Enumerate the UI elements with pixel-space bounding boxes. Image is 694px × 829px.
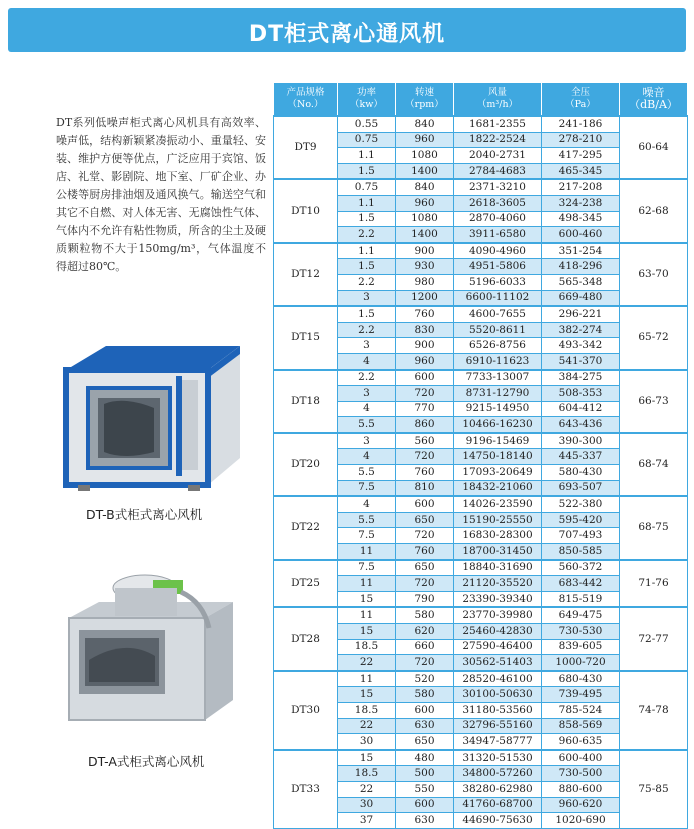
- power-cell: 3: [338, 433, 396, 449]
- speed-cell: 1080: [396, 148, 454, 164]
- power-cell: 3: [338, 290, 396, 306]
- header-speed: 转速 （rpm）: [396, 83, 454, 117]
- pressure-cell: 384-275: [542, 370, 620, 386]
- airflow-cell: 2784-4683: [454, 163, 542, 179]
- table-row: [274, 433, 688, 449]
- pressure-cell: 493-342: [542, 338, 620, 354]
- header-pressure: 全压 （Pa）: [542, 83, 620, 117]
- airflow-cell: 18432-21060: [454, 480, 542, 496]
- power-cell: 5.5: [338, 465, 396, 481]
- pressure-cell: 649-475: [542, 607, 620, 623]
- table-row: [274, 607, 688, 623]
- pressure-cell: 498-345: [542, 211, 620, 227]
- pressure-cell: 508-353: [542, 386, 620, 402]
- power-cell: 30: [338, 797, 396, 813]
- speed-cell: 1400: [396, 163, 454, 179]
- speed-cell: 550: [396, 781, 454, 797]
- power-cell: 15: [338, 750, 396, 766]
- airflow-cell: 31180-53560: [454, 702, 542, 718]
- model-cell: DT33: [274, 750, 338, 828]
- table-row: [274, 750, 688, 766]
- header-power: 功率 （kw）: [338, 83, 396, 117]
- spec-body: [274, 116, 688, 828]
- airflow-cell: 9196-15469: [454, 433, 542, 449]
- airflow-cell: 38280-62980: [454, 781, 542, 797]
- page-title: DT柜式离心通风机: [248, 22, 446, 47]
- power-cell: 2.2: [338, 274, 396, 290]
- power-cell: 1.1: [338, 195, 396, 211]
- pressure-cell: 296-221: [542, 306, 620, 322]
- airflow-cell: 28520-46100: [454, 671, 542, 687]
- power-cell: 0.75: [338, 179, 396, 195]
- pressure-cell: 445-337: [542, 449, 620, 465]
- power-cell: 7.5: [338, 560, 396, 576]
- speed-cell: 770: [396, 401, 454, 417]
- table-row: [274, 243, 688, 259]
- model-cell: DT10: [274, 179, 338, 242]
- noise-cell: 68-75: [620, 496, 688, 559]
- pressure-cell: 730-530: [542, 624, 620, 640]
- power-cell: 2.2: [338, 227, 396, 243]
- model-cell: DT22: [274, 496, 338, 559]
- airflow-cell: 8731-12790: [454, 386, 542, 402]
- airflow-cell: 23390-39340: [454, 591, 542, 607]
- model-cell: DT9: [274, 116, 338, 179]
- airflow-cell: 44690-75630: [454, 813, 542, 829]
- speed-cell: 860: [396, 417, 454, 433]
- power-cell: 18.5: [338, 639, 396, 655]
- airflow-cell: 14750-18140: [454, 449, 542, 465]
- noise-cell: 71-76: [620, 560, 688, 608]
- pressure-cell: 595-420: [542, 512, 620, 528]
- airflow-cell: 5196-6033: [454, 274, 542, 290]
- airflow-cell: 2040-2731: [454, 148, 542, 164]
- airflow-cell: 18700-31450: [454, 544, 542, 560]
- pressure-cell: 241-186: [542, 116, 620, 132]
- pressure-cell: 707-493: [542, 528, 620, 544]
- pressure-cell: 418-296: [542, 259, 620, 275]
- pressure-cell: 850-585: [542, 544, 620, 560]
- product-description: DT系列低噪声柜式离心风机具有高效率、噪声低，结构新颖紧凑振动小、重量轻、安装、维护方便等优点，广泛应用于宾馆、饭店、礼堂、影剧院、地下室、厂矿企业、办公楼等厨房排油烟及通风换气。输送空气和其它不自燃、对人体无害、无腐蚀性气体、气体内不允许有粘性物质，所含的尘土及硬质颗粒物不大于150mg/m³，气体温度不得超过80℃。: [56, 116, 266, 273]
- airflow-cell: 14026-23590: [454, 496, 542, 512]
- table-row: [274, 179, 688, 195]
- airflow-cell: 3911-6580: [454, 227, 542, 243]
- pressure-cell: 839-605: [542, 639, 620, 655]
- airflow-cell: 5520-8611: [454, 322, 542, 338]
- power-cell: 11: [338, 607, 396, 623]
- power-cell: 5.5: [338, 417, 396, 433]
- speed-cell: 560: [396, 433, 454, 449]
- speed-cell: 620: [396, 624, 454, 640]
- speed-cell: 960: [396, 132, 454, 148]
- caption-dt-b: DT-B式柜式离心风机: [86, 507, 203, 522]
- table-row: [274, 560, 688, 576]
- speed-cell: 960: [396, 195, 454, 211]
- table-row: [274, 116, 688, 132]
- speed-cell: 480: [396, 750, 454, 766]
- speed-cell: 840: [396, 116, 454, 132]
- noise-cell: 65-72: [620, 306, 688, 369]
- pressure-cell: 669-480: [542, 290, 620, 306]
- speed-cell: 900: [396, 338, 454, 354]
- power-cell: 4: [338, 449, 396, 465]
- header-noise: 噪音 （dB/A）: [620, 83, 688, 117]
- speed-cell: 1080: [396, 211, 454, 227]
- power-cell: 4: [338, 401, 396, 417]
- power-cell: 15: [338, 624, 396, 640]
- speed-cell: 720: [396, 528, 454, 544]
- noise-cell: 72-77: [620, 607, 688, 670]
- pressure-cell: 465-345: [542, 163, 620, 179]
- pressure-cell: 600-400: [542, 750, 620, 766]
- power-cell: 15: [338, 591, 396, 607]
- model-cell: DT28: [274, 607, 338, 670]
- speed-cell: 630: [396, 718, 454, 734]
- airflow-cell: 7733-13007: [454, 370, 542, 386]
- model-cell: DT30: [274, 671, 338, 750]
- spec-table: [273, 82, 688, 829]
- model-cell: DT15: [274, 306, 338, 369]
- pressure-cell: 600-460: [542, 227, 620, 243]
- noise-cell: 68-74: [620, 433, 688, 496]
- pressure-cell: 815-519: [542, 591, 620, 607]
- power-cell: 22: [338, 718, 396, 734]
- speed-cell: 650: [396, 560, 454, 576]
- model-cell: DT12: [274, 243, 338, 306]
- airflow-cell: 4600-7655: [454, 306, 542, 322]
- pressure-cell: 217-208: [542, 179, 620, 195]
- model-cell: DT25: [274, 560, 338, 608]
- power-cell: 4: [338, 496, 396, 512]
- speed-cell: 980: [396, 274, 454, 290]
- table-row: [274, 671, 688, 687]
- airflow-cell: 34947-58777: [454, 734, 542, 750]
- model-cell: DT20: [274, 433, 338, 496]
- airflow-cell: 1822-2524: [454, 132, 542, 148]
- power-cell: 1.5: [338, 211, 396, 227]
- noise-cell: 62-68: [620, 179, 688, 242]
- speed-cell: 830: [396, 322, 454, 338]
- power-cell: 37: [338, 813, 396, 829]
- noise-cell: 75-85: [620, 750, 688, 828]
- power-cell: 1.5: [338, 259, 396, 275]
- power-cell: 11: [338, 544, 396, 560]
- speed-cell: 580: [396, 687, 454, 703]
- pressure-cell: 560-372: [542, 560, 620, 576]
- airflow-cell: 1681-2355: [454, 116, 542, 132]
- caption-dt-a: DT-A式柜式离心风机: [88, 754, 205, 769]
- airflow-cell: 9215-14950: [454, 401, 542, 417]
- power-cell: 22: [338, 655, 396, 671]
- airflow-cell: 34800-57260: [454, 766, 542, 782]
- pressure-cell: 324-238: [542, 195, 620, 211]
- airflow-cell: 32796-55160: [454, 718, 542, 734]
- airflow-cell: 30562-51403: [454, 655, 542, 671]
- speed-cell: 600: [396, 702, 454, 718]
- pressure-cell: 417-295: [542, 148, 620, 164]
- speed-cell: 520: [396, 671, 454, 687]
- pressure-cell: 960-635: [542, 734, 620, 750]
- pressure-cell: 693-507: [542, 480, 620, 496]
- airflow-cell: 6910-11623: [454, 353, 542, 369]
- speed-cell: 600: [396, 797, 454, 813]
- pressure-cell: 730-500: [542, 766, 620, 782]
- speed-cell: 720: [396, 386, 454, 402]
- noise-cell: 63-70: [620, 243, 688, 306]
- speed-cell: 720: [396, 576, 454, 592]
- pressure-cell: 858-569: [542, 718, 620, 734]
- pressure-cell: 278-210: [542, 132, 620, 148]
- pressure-cell: 580-430: [542, 465, 620, 481]
- speed-cell: 790: [396, 591, 454, 607]
- airflow-cell: 16830-28300: [454, 528, 542, 544]
- power-cell: 18.5: [338, 766, 396, 782]
- power-cell: 4: [338, 353, 396, 369]
- airflow-cell: 10466-16230: [454, 417, 542, 433]
- pressure-cell: 604-412: [542, 401, 620, 417]
- power-cell: 11: [338, 576, 396, 592]
- speed-cell: 720: [396, 449, 454, 465]
- noise-cell: 66-73: [620, 370, 688, 433]
- airflow-cell: 15190-25550: [454, 512, 542, 528]
- airflow-cell: 2371-3210: [454, 179, 542, 195]
- airflow-cell: 18840-31690: [454, 560, 542, 576]
- power-cell: 0.55: [338, 116, 396, 132]
- pressure-cell: 1000-720: [542, 655, 620, 671]
- pressure-cell: 643-436: [542, 417, 620, 433]
- speed-cell: 1200: [396, 290, 454, 306]
- pressure-cell: 541-370: [542, 353, 620, 369]
- pressure-cell: 785-524: [542, 702, 620, 718]
- airflow-cell: 25460-42830: [454, 624, 542, 640]
- speed-cell: 840: [396, 179, 454, 195]
- pressure-cell: 382-274: [542, 322, 620, 338]
- power-cell: 5.5: [338, 512, 396, 528]
- speed-cell: 930: [396, 259, 454, 275]
- speed-cell: 580: [396, 607, 454, 623]
- table-row: [274, 370, 688, 386]
- airflow-cell: 2870-4060: [454, 211, 542, 227]
- speed-cell: 810: [396, 480, 454, 496]
- airflow-cell: 4090-4960: [454, 243, 542, 259]
- header-model: 产品规格 （No.）: [274, 83, 338, 117]
- airflow-cell: 31320-51530: [454, 750, 542, 766]
- speed-cell: 600: [396, 496, 454, 512]
- speed-cell: 960: [396, 353, 454, 369]
- power-cell: 7.5: [338, 480, 396, 496]
- airflow-cell: 21120-35520: [454, 576, 542, 592]
- power-cell: 1.1: [338, 148, 396, 164]
- power-cell: 3: [338, 338, 396, 354]
- table-row: [274, 496, 688, 512]
- airflow-cell: 41760-68700: [454, 797, 542, 813]
- power-cell: 0.75: [338, 132, 396, 148]
- pressure-cell: 522-380: [542, 496, 620, 512]
- speed-cell: 500: [396, 766, 454, 782]
- airflow-cell: 2618-3605: [454, 195, 542, 211]
- power-cell: 7.5: [338, 528, 396, 544]
- speed-cell: 900: [396, 243, 454, 259]
- airflow-cell: 4951-5806: [454, 259, 542, 275]
- airflow-cell: 30100-50630: [454, 687, 542, 703]
- power-cell: 15: [338, 687, 396, 703]
- speed-cell: 660: [396, 639, 454, 655]
- title-banner: [8, 8, 686, 52]
- speed-cell: 1400: [396, 227, 454, 243]
- pressure-cell: 960-620: [542, 797, 620, 813]
- speed-cell: 760: [396, 465, 454, 481]
- pressure-cell: 351-254: [542, 243, 620, 259]
- speed-cell: 760: [396, 306, 454, 322]
- power-cell: 11: [338, 671, 396, 687]
- spec-header-row: [274, 83, 688, 117]
- dt-a-fan-image: [55, 570, 240, 740]
- speed-cell: 720: [396, 655, 454, 671]
- noise-cell: 60-64: [620, 116, 688, 179]
- power-cell: 1.1: [338, 243, 396, 259]
- speed-cell: 760: [396, 544, 454, 560]
- speed-cell: 630: [396, 813, 454, 829]
- pressure-cell: 390-300: [542, 433, 620, 449]
- power-cell: 30: [338, 734, 396, 750]
- power-cell: 1.5: [338, 306, 396, 322]
- dt-b-fan-image: [58, 340, 248, 500]
- airflow-cell: 6600-11102: [454, 290, 542, 306]
- pressure-cell: 565-348: [542, 274, 620, 290]
- noise-cell: 74-78: [620, 671, 688, 750]
- airflow-cell: 17093-20649: [454, 465, 542, 481]
- header-airflow: 风量 （m³/h）: [454, 83, 542, 117]
- pressure-cell: 680-430: [542, 671, 620, 687]
- airflow-cell: 23770-39980: [454, 607, 542, 623]
- speed-cell: 650: [396, 512, 454, 528]
- airflow-cell: 27590-46400: [454, 639, 542, 655]
- airflow-cell: 6526-8756: [454, 338, 542, 354]
- pressure-cell: 739-495: [542, 687, 620, 703]
- model-cell: DT18: [274, 370, 338, 433]
- power-cell: 1.5: [338, 163, 396, 179]
- speed-cell: 650: [396, 734, 454, 750]
- power-cell: 18.5: [338, 702, 396, 718]
- power-cell: 22: [338, 781, 396, 797]
- pressure-cell: 683-442: [542, 576, 620, 592]
- power-cell: 3: [338, 386, 396, 402]
- power-cell: 2.2: [338, 322, 396, 338]
- speed-cell: 600: [396, 370, 454, 386]
- power-cell: 2.2: [338, 370, 396, 386]
- table-row: [274, 306, 688, 322]
- pressure-cell: 1020-690: [542, 813, 620, 829]
- pressure-cell: 880-600: [542, 781, 620, 797]
